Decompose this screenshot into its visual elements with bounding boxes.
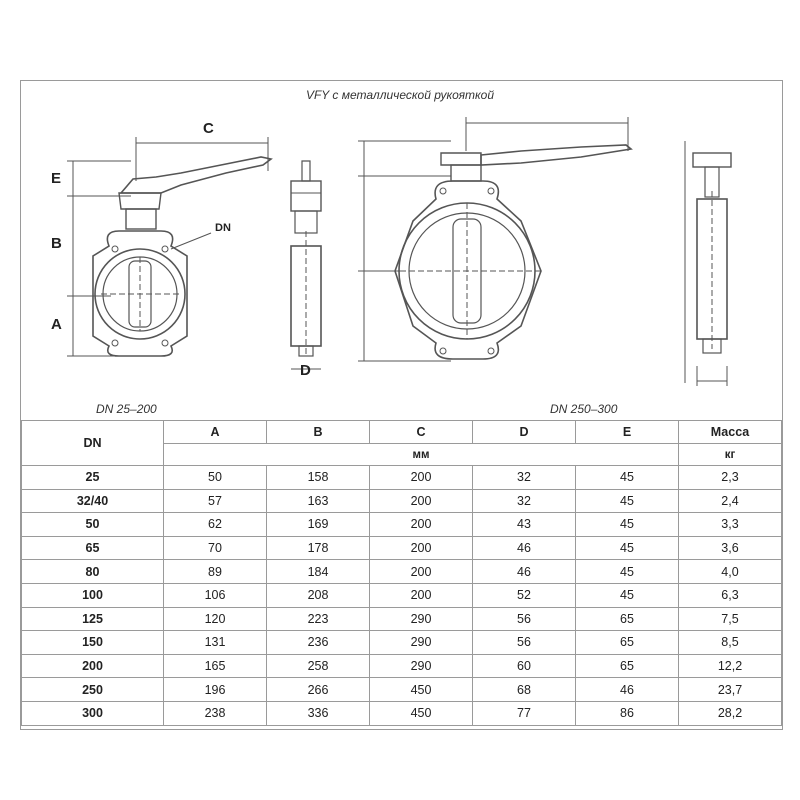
header-c: C [370, 421, 473, 444]
row-value-cell: 184 [267, 560, 370, 584]
dimension-label-e: E [51, 170, 62, 187]
table-body [22, 466, 782, 726]
row-value-cell: 208 [267, 583, 370, 607]
row-value-cell: 236 [267, 631, 370, 655]
row-value-cell: 238 [164, 701, 267, 725]
large-valve-side-view [685, 141, 731, 386]
table-row [22, 654, 782, 678]
row-value-cell: 2,4 [679, 489, 782, 513]
row-value-cell: 43 [473, 513, 576, 537]
row-value-cell: 57 [164, 489, 267, 513]
header-dn: DN [22, 421, 164, 466]
row-value-cell: 56 [473, 607, 576, 631]
row-value-cell: 86 [576, 701, 679, 725]
row-dn-cell: 50 [22, 513, 164, 537]
row-value-cell: 223 [267, 607, 370, 631]
row-value-cell: 258 [267, 654, 370, 678]
row-value-cell: 200 [370, 560, 473, 584]
header-mass: Масса [679, 421, 782, 444]
caption-small-sizes: DN 25–200 [96, 402, 157, 416]
row-value-cell: 6,3 [679, 583, 782, 607]
row-value-cell: 3,3 [679, 513, 782, 537]
table-row [22, 513, 782, 537]
row-value-cell: 12,2 [679, 654, 782, 678]
row-value-cell: 45 [576, 583, 679, 607]
dimension-label-a: A [51, 316, 62, 333]
row-dn-cell: 80 [22, 560, 164, 584]
row-value-cell: 50 [164, 466, 267, 490]
row-dn-cell: 200 [22, 654, 164, 678]
row-value-cell: 56 [473, 631, 576, 655]
unit-mm: мм [164, 444, 679, 466]
drawing-title: VFY с металлической рукояткой [305, 88, 495, 102]
row-value-cell: 52 [473, 583, 576, 607]
table-row [22, 701, 782, 725]
row-value-cell: 165 [164, 654, 267, 678]
row-value-cell: 200 [370, 513, 473, 537]
row-value-cell: 106 [164, 583, 267, 607]
table-row [22, 607, 782, 631]
row-value-cell: 290 [370, 607, 473, 631]
row-value-cell: 65 [576, 631, 679, 655]
row-value-cell: 200 [370, 466, 473, 490]
row-value-cell: 46 [473, 536, 576, 560]
large-valve-front-view [358, 117, 631, 361]
row-value-cell: 336 [267, 701, 370, 725]
row-value-cell: 3,6 [679, 536, 782, 560]
row-value-cell: 178 [267, 536, 370, 560]
unit-kg: кг [679, 444, 782, 466]
row-value-cell: 46 [576, 678, 679, 702]
row-value-cell: 4,0 [679, 560, 782, 584]
table-row [22, 489, 782, 513]
row-value-cell: 70 [164, 536, 267, 560]
valve-technical-drawing [21, 81, 782, 419]
row-value-cell: 45 [576, 489, 679, 513]
table-row [22, 536, 782, 560]
row-value-cell: 32 [473, 489, 576, 513]
row-value-cell: 45 [576, 536, 679, 560]
row-value-cell: 89 [164, 560, 267, 584]
dimension-label-c: C [203, 120, 214, 137]
row-value-cell: 196 [164, 678, 267, 702]
row-value-cell: 120 [164, 607, 267, 631]
dimensions-table [21, 420, 782, 726]
row-value-cell: 200 [370, 489, 473, 513]
table-row [22, 631, 782, 655]
row-value-cell: 290 [370, 654, 473, 678]
table-row [22, 583, 782, 607]
row-value-cell: 200 [370, 536, 473, 560]
row-dn-cell: 125 [22, 607, 164, 631]
row-value-cell: 28,2 [679, 701, 782, 725]
header-a: A [164, 421, 267, 444]
dimension-label-dn: DN [215, 222, 231, 234]
dimension-label-b: B [51, 235, 62, 252]
row-value-cell: 45 [576, 513, 679, 537]
row-value-cell: 46 [473, 560, 576, 584]
row-value-cell: 60 [473, 654, 576, 678]
row-value-cell: 45 [576, 466, 679, 490]
row-value-cell: 266 [267, 678, 370, 702]
row-dn-cell: 25 [22, 466, 164, 490]
row-value-cell: 158 [267, 466, 370, 490]
row-value-cell: 290 [370, 631, 473, 655]
header-d: D [473, 421, 576, 444]
row-dn-cell: 250 [22, 678, 164, 702]
row-value-cell: 450 [370, 678, 473, 702]
small-valve-front-view [67, 137, 271, 356]
small-valve-side-view [291, 161, 321, 369]
row-value-cell: 450 [370, 701, 473, 725]
row-value-cell: 32 [473, 466, 576, 490]
row-value-cell: 163 [267, 489, 370, 513]
table-row [22, 466, 782, 490]
table-row [22, 678, 782, 702]
row-dn-cell: 150 [22, 631, 164, 655]
dimension-label-d: D [300, 362, 311, 379]
row-value-cell: 65 [576, 654, 679, 678]
row-dn-cell: 32/40 [22, 489, 164, 513]
row-value-cell: 7,5 [679, 607, 782, 631]
row-value-cell: 62 [164, 513, 267, 537]
row-value-cell: 200 [370, 583, 473, 607]
header-e: E [576, 421, 679, 444]
row-value-cell: 77 [473, 701, 576, 725]
row-value-cell: 169 [267, 513, 370, 537]
row-dn-cell: 300 [22, 701, 164, 725]
row-value-cell: 68 [473, 678, 576, 702]
row-value-cell: 45 [576, 560, 679, 584]
row-value-cell: 2,3 [679, 466, 782, 490]
row-dn-cell: 65 [22, 536, 164, 560]
row-value-cell: 65 [576, 607, 679, 631]
header-b: B [267, 421, 370, 444]
table-row [22, 560, 782, 584]
caption-large-sizes: DN 250–300 [550, 402, 618, 416]
row-dn-cell: 100 [22, 583, 164, 607]
row-value-cell: 23,7 [679, 678, 782, 702]
row-value-cell: 131 [164, 631, 267, 655]
row-value-cell: 8,5 [679, 631, 782, 655]
